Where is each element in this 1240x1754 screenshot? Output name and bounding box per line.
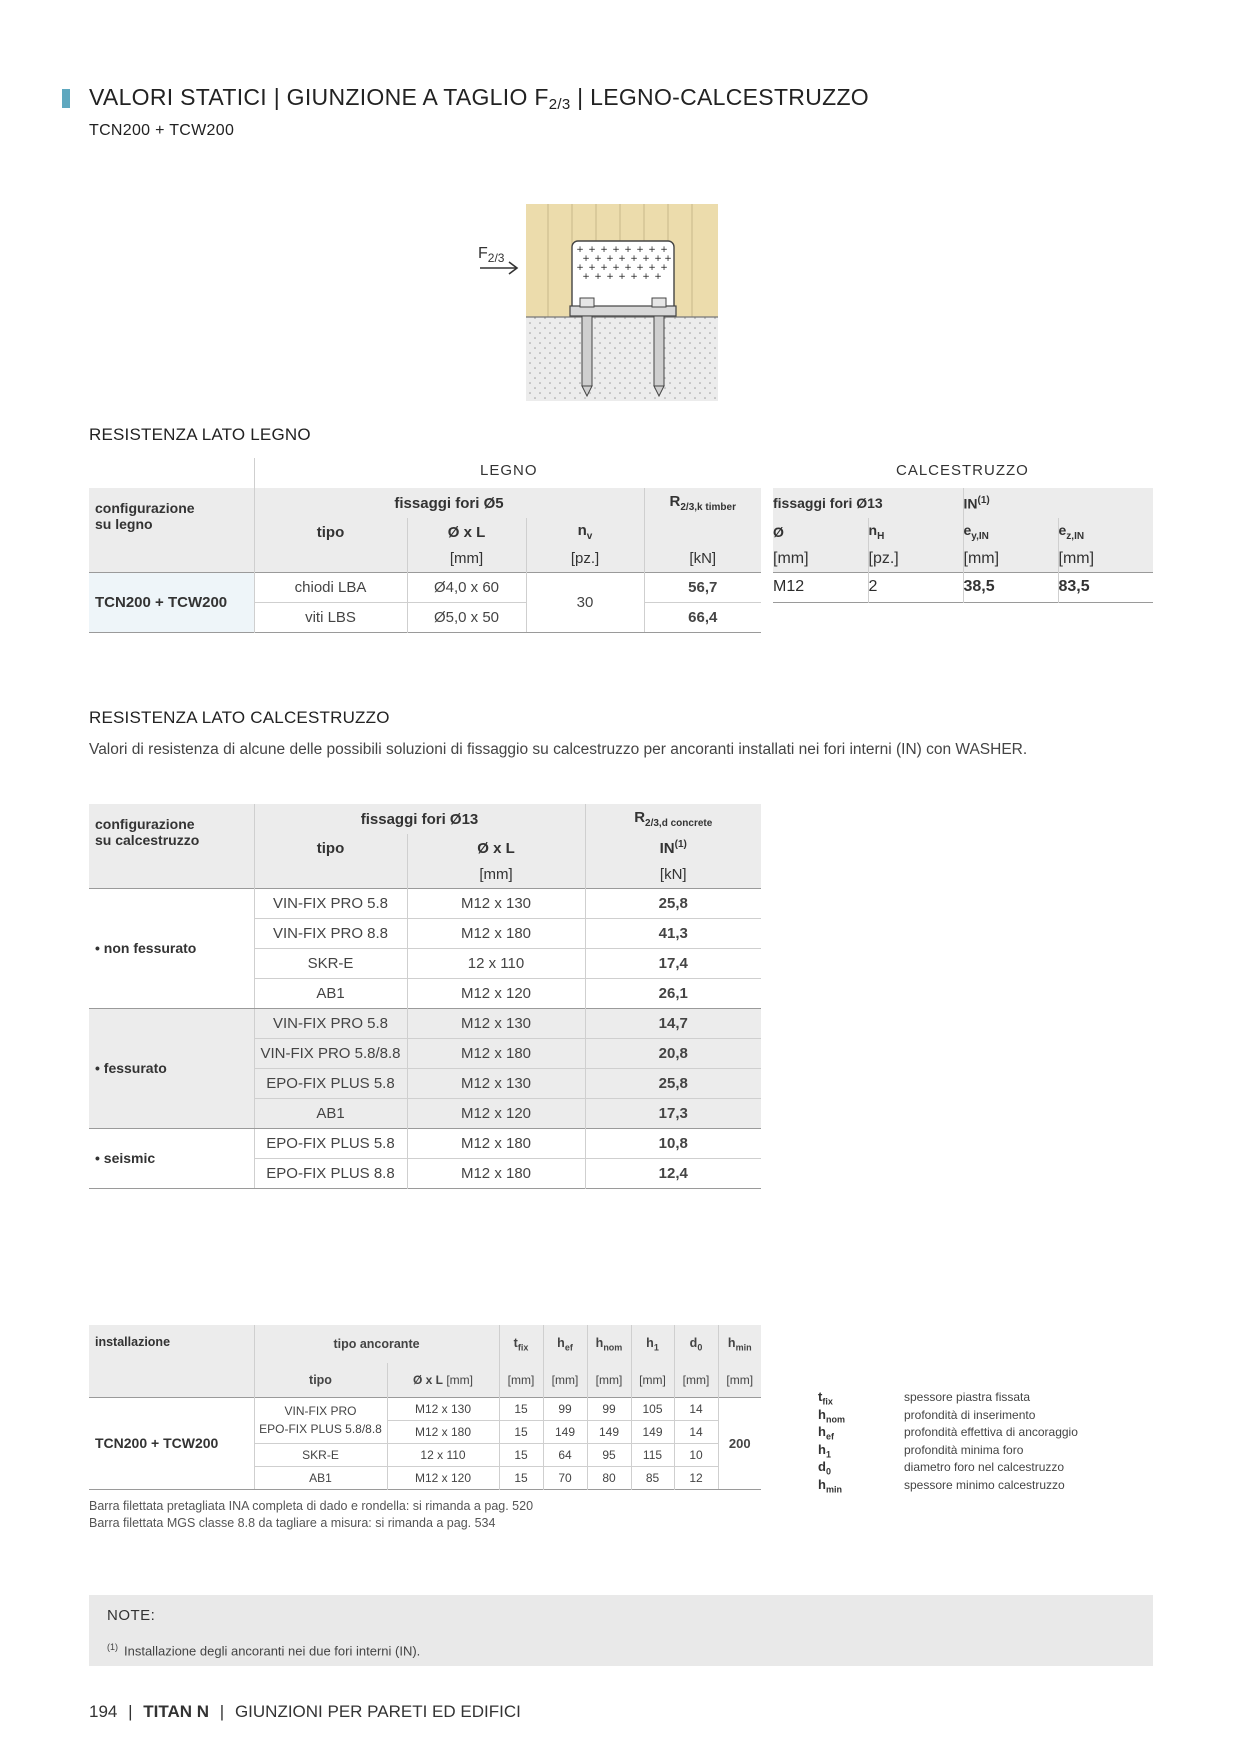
page-number: 194 xyxy=(89,1702,118,1721)
title-text-end: | LEGNO-CALCESTRUZZO xyxy=(570,84,869,110)
svg-text:+: + xyxy=(660,263,668,273)
table-cell: 15 xyxy=(499,1443,543,1466)
legend-item: $d_0$ diametro foro nel calcestruzzo xyxy=(818,1459,1065,1477)
table-cell: SKR-E xyxy=(254,1443,387,1466)
table-cell: M12 x 130 xyxy=(407,1068,585,1098)
table-cell: 10 xyxy=(674,1443,718,1466)
col-tipo: tipo xyxy=(254,1363,387,1397)
table-cell: 56,7 xyxy=(644,572,761,602)
force-label: $F_{2/3}$ xyxy=(478,245,505,266)
table-cell: 149 xyxy=(587,1420,631,1443)
svg-text:+: + xyxy=(618,254,626,264)
page-title xyxy=(89,84,869,113)
unit-pz: [pz.] xyxy=(526,546,644,572)
svg-text:+: + xyxy=(594,254,602,264)
group-divider xyxy=(254,458,255,488)
svg-text:+: + xyxy=(606,272,614,282)
table-cell: 105 xyxy=(631,1397,674,1420)
col-nh: $n_H$ xyxy=(868,518,963,546)
svg-text:+: + xyxy=(624,245,632,255)
legend-item: $h_{nom}$ profondità di inserimento xyxy=(818,1406,1036,1425)
table-cell: VIN-FIX PRO 5.8 xyxy=(254,888,407,918)
install-note-1: Barra filettata pretagliata INA completa di dado e rondella: si rimanda a pag. 520 xyxy=(89,1499,534,1513)
install-note-2: Barra filettata MGS classe 8.8 da tagliare a misura: si rimanda a pag. 534 xyxy=(89,1516,496,1530)
notes-text: $^{(1)}$ Installazione degli ancoranti nei due fori interni (IN). xyxy=(107,1642,421,1659)
table-cell: M12 x 180 xyxy=(407,1158,585,1188)
table-cell: 85 xyxy=(631,1466,674,1489)
col-tipo: tipo xyxy=(254,834,407,862)
install-header: installazione xyxy=(95,1335,171,1349)
table-cell: VIN-FIX PRO 5.8 xyxy=(254,1008,407,1038)
col-oxl: Ø x L xyxy=(407,518,526,546)
table-cell: M12 x 130 xyxy=(387,1397,499,1420)
svg-text:+: + xyxy=(612,245,620,255)
svg-text:+: + xyxy=(612,263,620,273)
param-header: $h_{ef}$ xyxy=(543,1325,587,1363)
table-cell: 200 xyxy=(718,1397,761,1489)
timber-cls-table xyxy=(773,488,1153,603)
table-cell: 115 xyxy=(631,1443,674,1466)
table-cell: 10,8 xyxy=(585,1128,761,1158)
svg-text:+: + xyxy=(630,254,638,264)
svg-text:+: + xyxy=(648,245,656,255)
col-in: IN$^{(1)}$ xyxy=(585,834,761,862)
table-cell: 66,4 xyxy=(644,602,761,632)
legend-item: $h_{ef}$ profondità effettiva di ancoraggio xyxy=(818,1424,1078,1442)
param-header: $h_1$ xyxy=(631,1325,674,1363)
table-cell: VIN-FIX PRO 8.8 xyxy=(254,918,407,948)
param-header: $t_{fix}$ xyxy=(499,1325,543,1363)
unit-mm: [mm] xyxy=(674,1363,718,1397)
anchor-header: tipo ancorante xyxy=(254,1325,499,1363)
table-cell: EPO-FIX PLUS 8.8 xyxy=(254,1158,407,1188)
page-subtitle: TCN200 + TCW200 xyxy=(89,122,235,139)
param-header: $h_{min}$ xyxy=(718,1325,761,1363)
svg-text:+: + xyxy=(630,272,638,282)
table-cell: viti LBS xyxy=(254,602,407,632)
symbol-legend xyxy=(818,1388,1078,1493)
unit-mm: [mm] xyxy=(773,549,809,567)
svg-text:+: + xyxy=(654,272,662,282)
table-cell: 25,8 xyxy=(585,888,761,918)
table-cell: 41,3 xyxy=(585,918,761,948)
table-cell: 17,4 xyxy=(585,948,761,978)
unit-mm: [mm] xyxy=(963,546,1058,572)
table-cell: M12 x 130 xyxy=(407,1008,585,1038)
svg-text:+: + xyxy=(600,263,608,273)
table-cell: AB1 xyxy=(254,1466,387,1489)
tipo-cell: VIN-FIX PRO EPO-FIX PLUS 5.8/8.8 xyxy=(254,1397,387,1443)
svg-text:+: + xyxy=(618,272,626,282)
col-ey: $e_{y,IN}$ xyxy=(963,518,1058,546)
cls-in-header: IN$^{(1)}$ xyxy=(963,488,1153,518)
timber-heading: RESISTENZA LATO LEGNO xyxy=(89,425,311,444)
svg-text:+: + xyxy=(588,245,596,255)
svg-text:+: + xyxy=(648,263,656,273)
table-cell: M12 x 180 xyxy=(407,918,585,948)
legend-item: $t_{fix}$ spessore piastra fissata xyxy=(818,1389,1031,1407)
svg-text:+: + xyxy=(582,272,590,282)
table-cell: 99 xyxy=(543,1397,587,1420)
table-cell: 64 xyxy=(543,1443,587,1466)
param-header: $d_0$ xyxy=(674,1325,718,1363)
table-cell: 25,8 xyxy=(585,1068,761,1098)
table-cell: SKR-E xyxy=(254,948,407,978)
r-header: $R_{2/3,k timber}$ xyxy=(644,488,761,518)
svg-text:+: + xyxy=(624,263,632,273)
table-cell: 15 xyxy=(499,1420,543,1443)
table-cell: 15 xyxy=(499,1397,543,1420)
table-cell: M12 x 120 xyxy=(407,978,585,1008)
group-label: • fessurato xyxy=(89,1008,254,1128)
table-cell: 30 xyxy=(526,572,644,632)
table-cell: M12 x 180 xyxy=(407,1038,585,1068)
table-cell: 12 x 110 xyxy=(407,948,585,978)
legend-item: $h_1$ profondità minima foro xyxy=(818,1441,1024,1460)
col-diameter: Ø xyxy=(773,524,784,540)
table-cell: 99 xyxy=(587,1397,631,1420)
col-ez: $e_{z,IN}$ xyxy=(1058,518,1153,546)
title-accent-bar xyxy=(62,89,70,108)
group-cls-label: CALCESTRUZZO xyxy=(896,462,1029,479)
config-value: TCN200 + TCW200 xyxy=(89,1397,254,1489)
col-oxl: Ø x L [mm] xyxy=(387,1363,499,1397)
unit-mm: [mm] xyxy=(407,862,585,888)
group-legno-label: LEGNO xyxy=(480,462,538,479)
table-cell: 80 xyxy=(587,1466,631,1489)
col-oxl: Ø x L xyxy=(407,834,585,862)
table-cell: AB1 xyxy=(254,978,407,1008)
table-cell: AB1 xyxy=(254,1098,407,1128)
table-cell: Ø5,0 x 50 xyxy=(407,602,526,632)
table-cell: M12 x 120 xyxy=(387,1466,499,1489)
cls-fix-header: fissaggi fori Ø13 xyxy=(773,495,883,511)
unit-kn: [kN] xyxy=(644,546,761,572)
table-cell: VIN-FIX PRO 5.8/8.8 xyxy=(254,1038,407,1068)
svg-text:+: + xyxy=(588,263,596,273)
svg-text:+: + xyxy=(636,263,644,273)
install-table xyxy=(89,1325,761,1490)
notes-title: NOTE: xyxy=(107,1607,156,1624)
table-cell: 15 xyxy=(499,1466,543,1489)
unit-mm: [mm] xyxy=(718,1363,761,1397)
table-cell: 149 xyxy=(631,1420,674,1443)
title-text: VALORI STATICI | GIUNZIONE A TAGLIO F xyxy=(89,84,549,110)
unit-mm: [mm] xyxy=(499,1363,543,1397)
unit-mm: [mm] xyxy=(587,1363,631,1397)
svg-text:+: + xyxy=(660,245,668,255)
group-label: • non fessurato xyxy=(89,888,254,1008)
table-cell: 83,5 xyxy=(1058,572,1153,602)
table-cell: M12 x 180 xyxy=(387,1420,499,1443)
svg-text:+: + xyxy=(654,254,662,264)
table-cell: 17,3 xyxy=(585,1098,761,1128)
table-cell: M12 x 180 xyxy=(407,1128,585,1158)
svg-text:+: + xyxy=(576,245,584,255)
table-cell: M12 xyxy=(773,578,805,595)
svg-text:+: + xyxy=(594,272,602,282)
product-name: TITAN N xyxy=(143,1702,210,1721)
table-cell: 70 xyxy=(543,1466,587,1489)
table-cell: 95 xyxy=(587,1443,631,1466)
concrete-heading: RESISTENZA LATO CALCESTRUZZO xyxy=(89,708,390,727)
page-footer: 194 | TITAN N | GIUNZIONI PER PARETI ED EDIFICI xyxy=(89,1702,521,1721)
svg-text:+: + xyxy=(642,254,650,264)
table-cell: 12,4 xyxy=(585,1158,761,1188)
svg-text:+: + xyxy=(636,245,644,255)
table-cell: 14 xyxy=(674,1420,718,1443)
shear-joint-diagram xyxy=(468,200,768,405)
config-header: configurazione su legno xyxy=(95,500,195,532)
unit-kn: [kN] xyxy=(585,862,761,888)
table-cell: EPO-FIX PLUS 5.8 xyxy=(254,1068,407,1098)
timber-table xyxy=(89,488,761,633)
fix-header: fissaggi fori Ø5 xyxy=(254,488,644,518)
unit-mm: [mm] xyxy=(1058,546,1153,572)
col-tipo: tipo xyxy=(254,518,407,546)
svg-text:+: + xyxy=(642,272,650,282)
group-label: • seismic xyxy=(89,1128,254,1188)
unit-mm: [mm] xyxy=(543,1363,587,1397)
concrete-description: Valori di resistenza di alcune delle possibili soluzioni di fissaggio su calcestruzzo per ancoranti installati nei fori interni (IN) con WASHER. xyxy=(89,741,1028,758)
table-cell: 26,1 xyxy=(585,978,761,1008)
param-header: $h_{nom}$ xyxy=(587,1325,631,1363)
legend-item: $h_{min}$ spessore minimo calcestruzzo xyxy=(818,1476,1065,1495)
table-cell: 14 xyxy=(674,1397,718,1420)
table-cell: EPO-FIX PLUS 5.8 xyxy=(254,1128,407,1158)
table-cell: 14,7 xyxy=(585,1008,761,1038)
config-header: configurazione su calcestruzzo xyxy=(95,816,200,848)
title-subscript: 2/3 xyxy=(548,96,571,113)
unit-pz: [pz.] xyxy=(868,546,963,572)
table-cell: 38,5 xyxy=(963,572,1058,602)
table-cell: 20,8 xyxy=(585,1038,761,1068)
svg-text:+: + xyxy=(606,254,614,264)
table-cell: 12 xyxy=(674,1466,718,1489)
table-cell: 149 xyxy=(543,1420,587,1443)
config-value: TCN200 + TCW200 xyxy=(89,572,254,632)
table-cell: 2 xyxy=(868,572,963,602)
col-n: $n_v$ xyxy=(526,518,644,546)
unit-mm: [mm] xyxy=(631,1363,674,1397)
fix-header: fissaggi fori Ø13 xyxy=(254,804,585,834)
table-cell: M12 x 130 xyxy=(407,888,585,918)
svg-text:+: + xyxy=(582,254,590,264)
svg-text:+: + xyxy=(600,245,608,255)
svg-text:+: + xyxy=(576,263,584,273)
table-cell: M12 x 120 xyxy=(407,1098,585,1128)
unit-mm: [mm] xyxy=(407,546,526,572)
table-cell: Ø4,0 x 60 xyxy=(407,572,526,602)
table-cell: 12 x 110 xyxy=(387,1443,499,1466)
table-cell: chiodi LBA xyxy=(254,572,407,602)
svg-text:+: + xyxy=(664,254,672,264)
concrete-table xyxy=(89,804,761,1189)
r-header: $R_{2/3,d concrete}$ xyxy=(585,804,761,834)
section-name: GIUNZIONI PER PARETI ED EDIFICI xyxy=(234,1702,521,1721)
